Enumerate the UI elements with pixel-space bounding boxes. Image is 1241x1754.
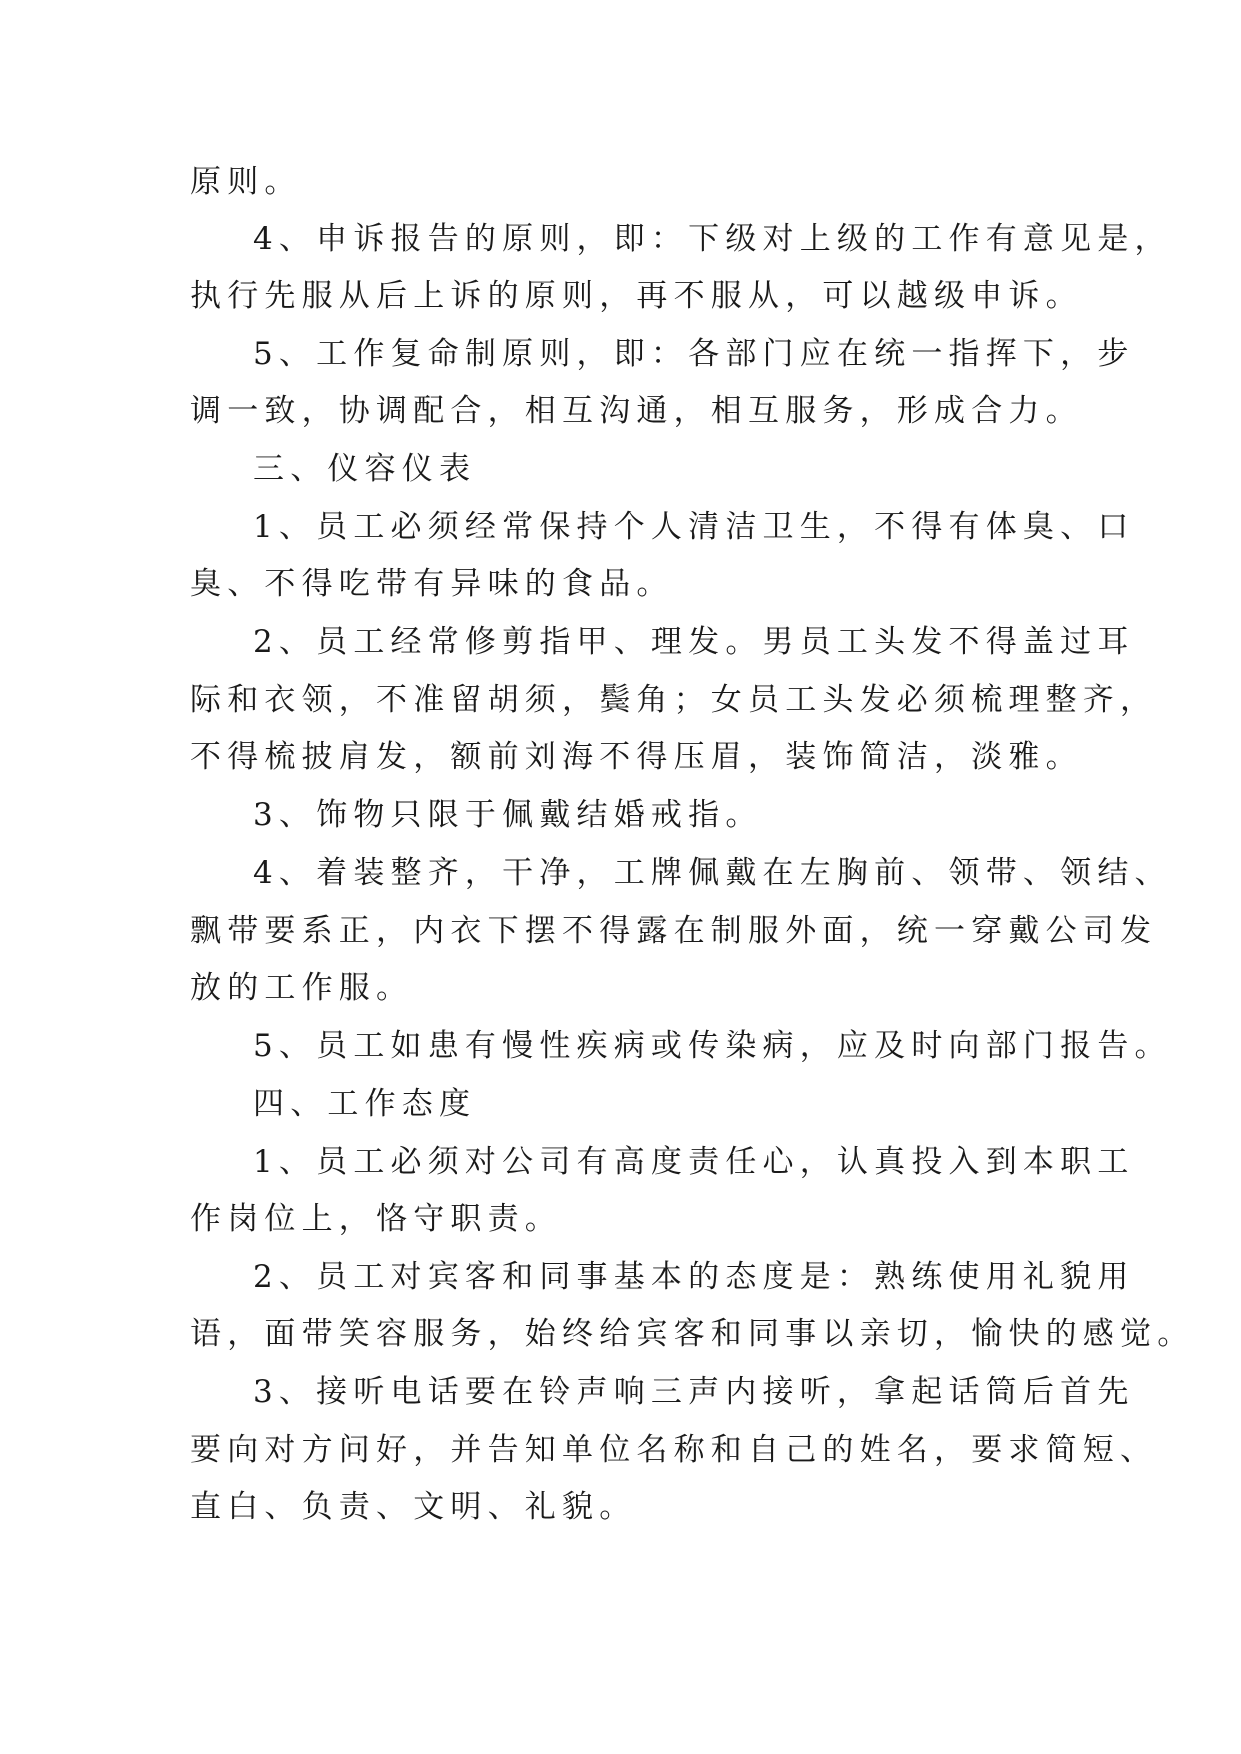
text-line: 际和衣领，不准留胡须，鬓角；女员工头发必须梳理整齐， [190, 682, 1158, 718]
text-line: 5、工作复命制原则，即：各部门应在统一指挥下，步 [253, 336, 1135, 372]
text-line: 作岗位上，恪守职责。 [190, 1201, 562, 1237]
text-line: 语，面带笑容服务，始终给宾客和同事以亲切，愉快的感觉。 [190, 1316, 1195, 1352]
text-line: 4、申诉报告的原则，即：下级对上级的工作有意见是， [253, 221, 1172, 257]
section-heading: 三、仪容仪表 [253, 451, 477, 487]
text-line: 飘带要系正，内衣下摆不得露在制服外面，统一穿戴公司发 [190, 913, 1158, 949]
text-line: 不得梳披肩发，额前刘海不得压眉，装饰简洁，淡雅。 [190, 739, 1083, 775]
text-line: 3、饰物只限于佩戴结婚戒指。 [253, 797, 763, 833]
text-line: 2、员工对宾客和同事基本的态度是：熟练使用礼貌用 [253, 1259, 1135, 1295]
text-line: 2、员工经常修剪指甲、理发。男员工头发不得盖过耳 [253, 624, 1135, 660]
text-line: 1、员工必须对公司有高度责任心，认真投入到本职工 [253, 1144, 1135, 1180]
text-line: 原则。 [190, 164, 302, 200]
text-line: 执行先服从后上诉的原则，再不服从，可以越级申诉。 [190, 278, 1083, 314]
section-heading: 四、工作态度 [253, 1086, 477, 1122]
text-line: 3、接听电话要在铃声响三声内接听，拿起话筒后首先 [253, 1374, 1135, 1410]
text-line: 1、员工必须经常保持个人清洁卫生，不得有体臭、口 [253, 509, 1135, 545]
text-line: 直白、负责、文明、礼貌。 [190, 1489, 637, 1525]
text-line: 5、员工如患有慢性疾病或传染病，应及时向部门报告。 [253, 1028, 1172, 1064]
text-line: 调一致，协调配合，相互沟通，相互服务，形成合力。 [190, 393, 1083, 429]
text-line: 要向对方问好，并告知单位名称和自己的姓名，要求简短、 [190, 1432, 1158, 1468]
text-line: 放的工作服。 [190, 970, 414, 1006]
text-line: 4、着装整齐，干净，工牌佩戴在左胸前、领带、领结、 [253, 855, 1172, 891]
text-line: 臭、不得吃带有异味的食品。 [190, 566, 674, 602]
